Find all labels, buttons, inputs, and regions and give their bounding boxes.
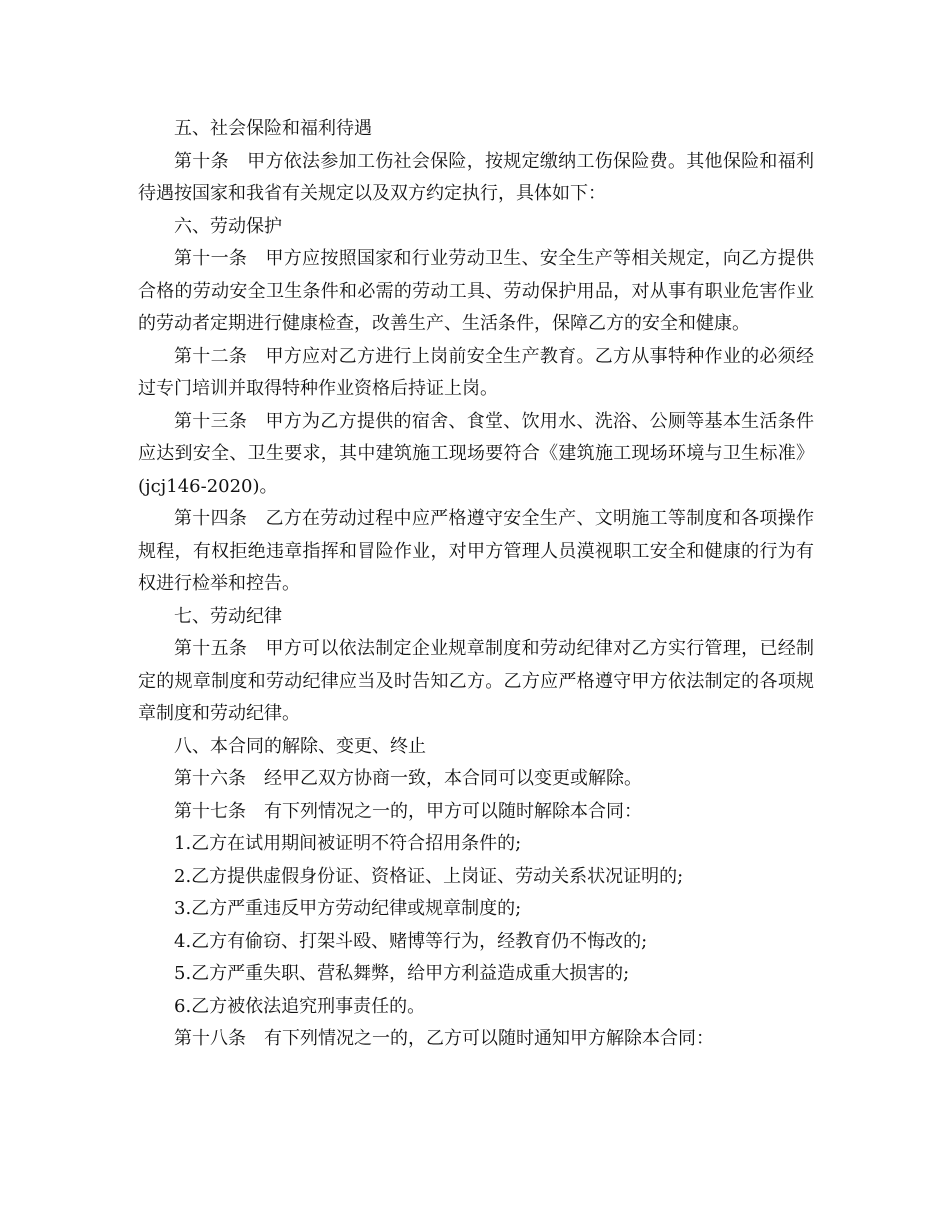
article-line: 第十七条 有下列情况之一的，甲方可以随时解除本合同： bbox=[174, 800, 642, 822]
article-line: 第十六条 经甲乙双方协商一致，本合同可以变更或解除。 bbox=[174, 768, 642, 789]
list-item: 6.乙方被依法追究刑事责任的。 bbox=[174, 995, 426, 1017]
article-paragraph: 第十条 甲方依法参加工伤社会保险，按规定缴纳工伤保险费。其他保险和福利待遇按国家和我省有关规定以及双方约定执行，具体如下： bbox=[138, 150, 814, 204]
article-paragraph: 第十三条 甲方为乙方提供的宿舍、食堂、饮用水、洗浴、公厕等基本生活条件应达到安全、卫生要求，其中建筑施工现场要符合《建筑施工现场环境与卫生标准》(jcj146-2020)。 bbox=[138, 410, 814, 497]
article-paragraph: 第十一条 甲方应按照国家和行业劳动卫生、安全生产等相关规定，向乙方提供合格的劳动安全卫生条件和必需的劳动工具、劳动保护用品，对从事有职业危害作业的劳动者定期进行健康检查，改善生产、生活条件，保障乙方的安全和健康。 bbox=[138, 248, 814, 334]
list-item: 3.乙方严重违反甲方劳动纪律或规章制度的; bbox=[174, 898, 522, 919]
list-item: 4.乙方有偷窃、打架斗殴、赌博等行为，经教育仍不悔改的; bbox=[174, 930, 648, 952]
list-item: 1.乙方在试用期间被证明不符合招用条件的; bbox=[174, 833, 522, 854]
section-heading: 六、劳动保护 bbox=[174, 215, 282, 237]
section-heading: 五、社会保险和福利待遇 bbox=[174, 118, 372, 139]
article-paragraph: 第十四条 乙方在劳动过程中应严格遵守安全生产、文明施工等制度和各项操作规程，有权拒绝违章指挥和冒险作业，对甲方管理人员漠视职工安全和健康的行为有权进行检举和控告。 bbox=[138, 508, 814, 594]
article-paragraph: 第十五条 甲方可以依法制定企业规章制度和劳动纪律对乙方实行管理，已经制定的规章制度和劳动纪律应当及时告知乙方。乙方应严格遵守甲方依法制定的各项规章制度和劳动纪律。 bbox=[138, 638, 814, 724]
list-item: 2.乙方提供虚假身份证、资格证、上岗证、劳动关系状况证明的; bbox=[174, 865, 684, 887]
section-heading: 七、劳动纪律 bbox=[174, 605, 282, 627]
article-paragraph: 第十二条 甲方应对乙方进行上岗前安全生产教育。乙方从事特种作业的必须经过专门培训并取得特种作业资格后持证上岗。 bbox=[138, 345, 814, 399]
document-body bbox=[138, 113, 814, 1056]
list-item: 5.乙方严重失职、营私舞弊，给甲方利益造成重大损害的; bbox=[174, 963, 630, 984]
article-line: 第十八条 有下列情况之一的，乙方可以随时通知甲方解除本合同： bbox=[174, 1028, 714, 1049]
section-heading: 八、本合同的解除、变更、终止 bbox=[174, 735, 426, 757]
